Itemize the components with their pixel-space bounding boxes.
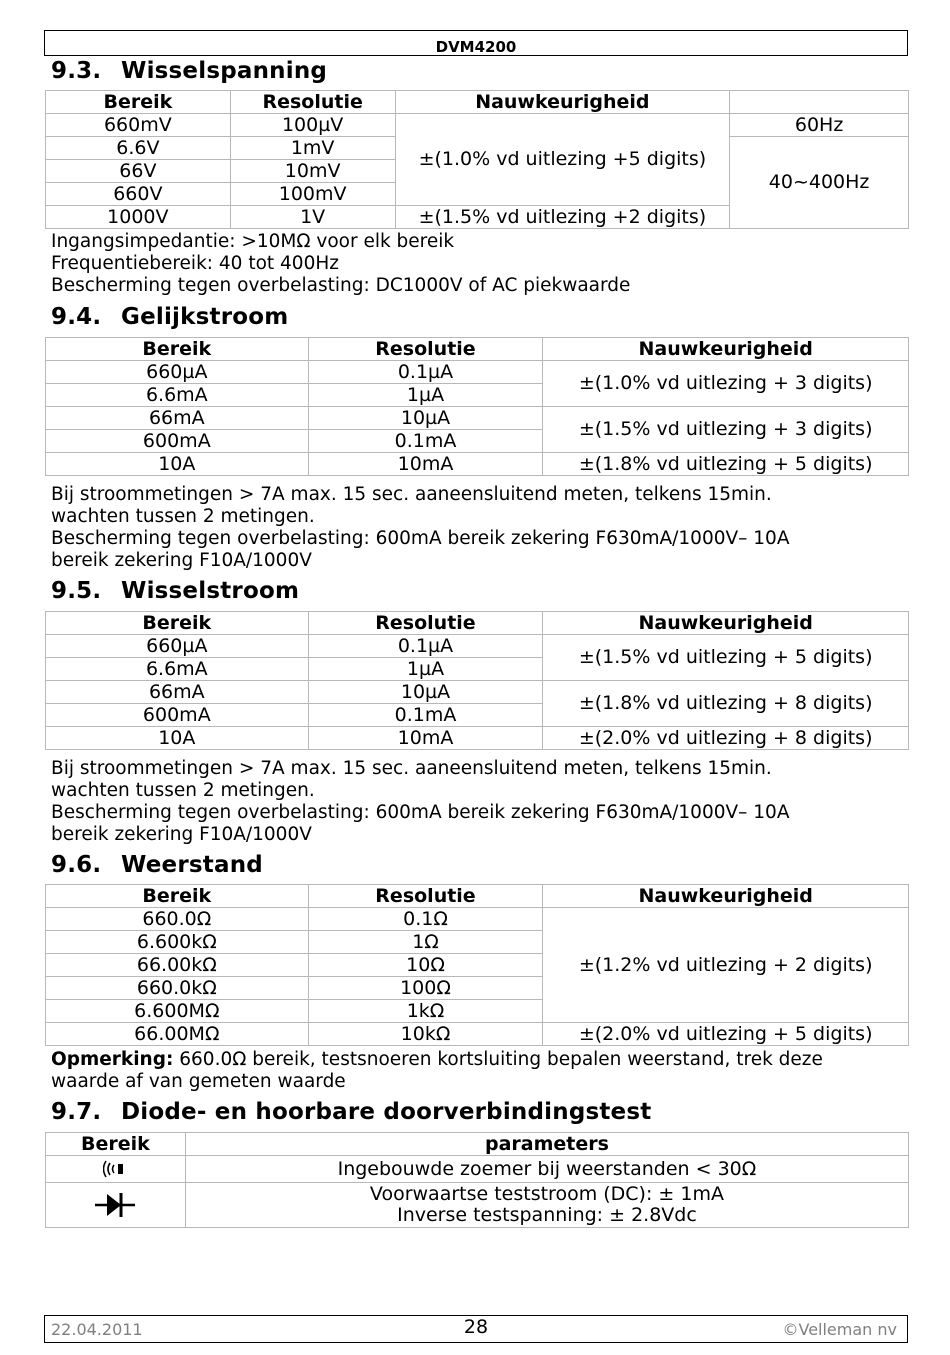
range-cell: 6.600kΩ [46,931,309,954]
resolution-cell: 10kΩ [308,1023,543,1046]
range-cell: 600mA [46,430,309,453]
section-title: Wisselstroom [121,578,300,604]
resolution-cell: 0.1Ω [308,908,543,931]
resolution-cell: 0.1µA [308,361,543,384]
column-header-range: Bereik [46,338,309,361]
ac-current-table [45,611,909,750]
note-label: Opmerking: [51,1049,174,1070]
section-heading-diode-continuity [51,1099,651,1125]
parameter-line: Inverse testspanning: ± 2.8Vdc [397,1204,697,1226]
resolution-cell: 100mV [230,183,395,206]
parameter-cell: Ingebouwde zoemer bij weerstanden < 30Ω [185,1156,908,1183]
column-header-frequency [730,91,909,114]
range-cell: 66mA [46,407,309,430]
resistance-table [45,884,909,1046]
page-number: 28 [463,1316,489,1338]
range-cell: 66.00MΩ [46,1023,309,1046]
resolution-cell: 0.1µA [308,635,543,658]
range-cell: 660µA [46,361,309,384]
column-header-resolution: Resolutie [308,612,543,635]
note-line: Bescherming tegen overbelasting: 600mA bereik zekering F630mA/1000V– 10A [51,802,790,823]
column-header-accuracy: Nauwkeurigheid [543,338,909,361]
note-line: Bij stroommetingen > 7A max. 15 sec. aaneensluitend meten, telkens 15min. [51,484,772,505]
parameter-cell [185,1183,908,1228]
footer-date: 22.04.2011 [51,1320,143,1339]
section-heading-resistance [51,852,263,878]
resolution-cell: 1V [230,206,395,229]
resolution-cell: 10Ω [308,954,543,977]
resolution-cell: 1Ω [308,931,543,954]
note-line: wachten tussen 2 metingen. [51,506,315,527]
note-line: waarde af van gemeten waarde [51,1071,346,1092]
accuracy-cell: ±(2.0% vd uitlezing + 8 digits) [543,727,909,750]
column-header-accuracy: Nauwkeurigheid [543,612,909,635]
table-row [46,908,909,931]
resolution-cell: 0.1mA [308,430,543,453]
note-line: wachten tussen 2 metingen. [51,780,315,801]
accuracy-cell: ±(1.0% vd uitlezing + 3 digits) [543,361,909,407]
range-cell: 660.0kΩ [46,977,309,1000]
accuracy-cell: ±(1.5% vd uitlezing + 5 digits) [543,635,909,681]
resistance-note [51,1049,823,1093]
document-footer [44,1315,908,1343]
dc-current-notes [51,484,789,572]
range-cell: 660.0Ω [46,908,309,931]
accuracy-cell: ±(2.0% vd uitlezing + 5 digits) [543,1023,909,1046]
column-header-range: Bereik [46,1133,186,1156]
accuracy-cell: ±(1.8% vd uitlezing + 8 digits) [543,681,909,727]
range-cell: 66.00kΩ [46,954,309,977]
range-cell: 6.600MΩ [46,1000,309,1023]
column-header-range: Bereik [46,885,309,908]
range-cell: 600mA [46,704,309,727]
parameter-line: Voorwaartse teststroom (DC): ± 1mA [369,1183,724,1205]
frequency-cell: 60Hz [730,114,909,137]
section-heading-ac-voltage [51,58,327,84]
range-cell: 66V [46,160,231,183]
buzzer-icon [46,1156,186,1183]
diode-icon [46,1183,186,1228]
resolution-cell: 10mA [308,727,543,750]
section-heading-ac-current [51,578,299,604]
section-number: 9.7. [51,1099,102,1125]
footer-copyright: ©Velleman nv [782,1320,897,1339]
column-header-range: Bereik [46,91,231,114]
resolution-cell: 100µV [230,114,395,137]
column-header-accuracy: Nauwkeurigheid [395,91,730,114]
range-cell: 6.6mA [46,658,309,681]
table-row [46,114,909,137]
section-title: Diode- en hoorbare doorverbindingstest [121,1099,652,1125]
table-row [46,407,909,430]
accuracy-cell: ±(1.8% vd uitlezing + 5 digits) [543,453,909,476]
note-line: Frequentiebereik: 40 tot 400Hz [51,253,339,274]
resolution-cell: 1µA [308,384,543,407]
column-header-range: Bereik [46,612,309,635]
frequency-cell: 40~400Hz [730,137,909,229]
section-heading-dc-current [51,304,288,330]
table-row [46,1183,909,1228]
resolution-cell: 1µA [308,658,543,681]
table-row [46,1156,909,1183]
document-header: DVM4200 [44,30,908,56]
range-cell: 10A [46,453,309,476]
section-number: 9.4. [51,304,102,330]
column-header-parameters: parameters [185,1133,908,1156]
diode-continuity-table [45,1132,909,1228]
section-number: 9.3. [51,58,102,84]
section-number: 9.6. [51,852,102,878]
accuracy-cell: ±(1.5% vd uitlezing + 3 digits) [543,407,909,453]
range-cell: 66mA [46,681,309,704]
resolution-cell: 10µA [308,407,543,430]
section-title: Weerstand [121,852,263,878]
note-line: bereik zekering F10A/1000V [51,824,312,845]
note-line: Bescherming tegen overbelasting: DC1000V of AC piekwaarde [51,275,631,296]
table-row [46,681,909,704]
column-header-accuracy: Nauwkeurigheid [543,885,909,908]
resolution-cell: 10µA [308,681,543,704]
note-text: 660.0Ω bereik, testsnoeren kortsluiting bepalen weerstand, trek deze [173,1049,823,1070]
ac-current-notes [51,758,789,846]
dc-current-table [45,337,909,476]
section-title: Wisselspanning [121,58,328,84]
accuracy-cell: ±(1.2% vd uitlezing + 2 digits) [543,908,909,1023]
range-cell: 660mV [46,114,231,137]
table-row [46,361,909,384]
ac-voltage-notes [51,231,630,297]
section-title: Gelijkstroom [121,304,289,330]
resolution-cell: 100Ω [308,977,543,1000]
resolution-cell: 10mV [230,160,395,183]
resolution-cell: 0.1mA [308,704,543,727]
resolution-cell: 1kΩ [308,1000,543,1023]
accuracy-cell: ±(1.5% vd uitlezing +2 digits) [395,206,730,229]
table-row [46,1023,909,1046]
note-line: Bescherming tegen overbelasting: 600mA bereik zekering F630mA/1000V– 10A [51,528,790,549]
column-header-resolution: Resolutie [230,91,395,114]
resolution-cell: 10mA [308,453,543,476]
table-row [46,635,909,658]
note-line: Bij stroommetingen > 7A max. 15 sec. aaneensluitend meten, telkens 15min. [51,758,772,779]
note-line: bereik zekering F10A/1000V [51,550,312,571]
note-line: Ingangsimpedantie: >10MΩ voor elk bereik [51,231,455,252]
range-cell: 1000V [46,206,231,229]
range-cell: 660µA [46,635,309,658]
table-row [46,453,909,476]
ac-voltage-table [45,90,909,229]
range-cell: 10A [46,727,309,750]
range-cell: 660V [46,183,231,206]
range-cell: 6.6V [46,137,231,160]
accuracy-cell: ±(1.0% vd uitlezing +5 digits) [395,114,730,206]
column-header-resolution: Resolutie [308,338,543,361]
column-header-resolution: Resolutie [308,885,543,908]
section-number: 9.5. [51,578,102,604]
resolution-cell: 1mV [230,137,395,160]
table-row [46,727,909,750]
range-cell: 6.6mA [46,384,309,407]
